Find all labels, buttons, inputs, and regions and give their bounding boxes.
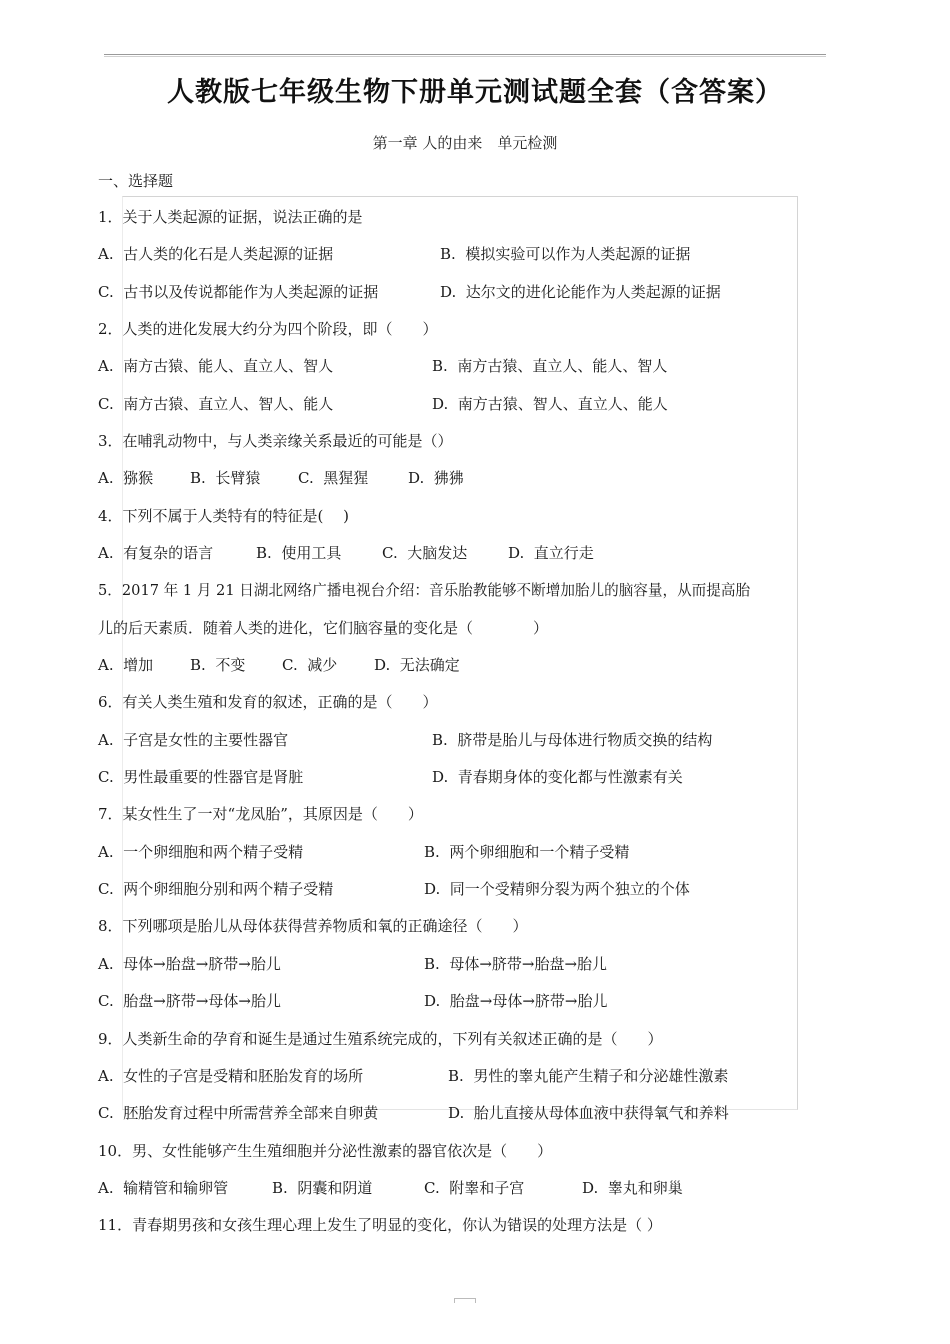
question-2-option-b: B. 南方古猿、直立人、能人、智人 bbox=[432, 357, 668, 375]
question-9-stem: 9．人类新生命的孕育和诞生是通过生殖系统完成的，下列有关叙述正确的是（ ） bbox=[98, 1030, 663, 1048]
question-4-option-b: B. 使用工具 bbox=[256, 544, 342, 562]
question-2-option-d: D. 南方古猿、智人、直立人、能人 bbox=[432, 395, 668, 413]
question-10-option-b: B. 阴囊和阴道 bbox=[272, 1179, 373, 1197]
question-2-option-c: C. 南方古猿、直立人、智人、能人 bbox=[98, 395, 334, 413]
question-4-option-d: D. 直立行走 bbox=[508, 544, 594, 562]
question-5-stem-continued: 儿的后天素质．随着人类的进化，它们脑容量的变化是（ ） bbox=[98, 619, 549, 637]
page-footer-mark bbox=[454, 1298, 476, 1303]
question-8-stem: 8．下列哪项是胎儿从母体获得营养物质和氧的正确途径（ ） bbox=[98, 917, 528, 935]
question-3-option-d: D. 狒狒 bbox=[408, 469, 464, 487]
question-9-option-c: C. 胚胎发育过程中所需营养全部来自卵黄 bbox=[98, 1104, 379, 1122]
question-6-option-a: A. 子宫是女性的主要性器官 bbox=[98, 731, 289, 749]
question-6-option-d: D. 青春期身体的变化都与性激素有关 bbox=[432, 768, 683, 786]
question-8-option-c: C. 胎盘→脐带→母体→胎儿 bbox=[98, 992, 281, 1010]
question-7-option-d: D. 同一个受精卵分裂为两个独立的个体 bbox=[424, 880, 690, 898]
question-1-option-c: C. 古书以及传说都能作为人类起源的证据 bbox=[98, 283, 379, 301]
question-1-stem: 1．关于人类起源的证据，说法正确的是 bbox=[98, 208, 363, 226]
question-3-option-a: A. 猕猴 bbox=[98, 469, 154, 487]
question-3-option-c: C. 黑猩猩 bbox=[298, 469, 369, 487]
question-5-option-a: A. 增加 bbox=[98, 656, 154, 674]
question-4-stem: 4．下列不属于人类特有的特征是( ) bbox=[98, 507, 350, 525]
question-11-stem: 11．青春期男孩和女孩生理心理上发生了明显的变化，你认为错误的处理方法是（ ） bbox=[98, 1216, 662, 1234]
document-title: 人教版七年级生物下册单元测试题全套（含答案） bbox=[167, 77, 783, 108]
question-10-option-c: C. 附睾和子宫 bbox=[424, 1179, 525, 1197]
section-label: 一、选择题 bbox=[98, 172, 174, 190]
question-10-stem: 10．男、女性能够产生生殖细胞并分泌性激素的器官依次是（ ） bbox=[98, 1142, 553, 1160]
question-4-option-c: C. 大脑发达 bbox=[382, 544, 468, 562]
question-8-option-d: D. 胎盘→母体→脐带→胎儿 bbox=[424, 992, 608, 1010]
question-5-option-d: D. 无法确定 bbox=[374, 656, 460, 674]
question-7-option-c: C. 两个卵细胞分别和两个精子受精 bbox=[98, 880, 334, 898]
question-10-option-d: D. 睾丸和卵巢 bbox=[582, 1179, 683, 1197]
question-3-stem: 3．在哺乳动物中，与人类亲缘关系最近的可能是（） bbox=[98, 432, 453, 450]
question-1-option-b: B. 模拟实验可以作为人类起源的证据 bbox=[440, 245, 691, 263]
top-rule bbox=[104, 54, 826, 57]
question-5-option-b: B. 不变 bbox=[190, 656, 246, 674]
question-2-option-a: A. 南方古猿、能人、直立人、智人 bbox=[98, 357, 334, 375]
question-2-stem: 2．人类的进化发展大约分为四个阶段，即（ ） bbox=[98, 320, 438, 338]
question-4-option-a: A. 有复杂的语言 bbox=[98, 544, 214, 562]
chapter-title: 第一章 人的由来 单元检测 bbox=[372, 134, 558, 152]
question-6-option-c: C. 男性最重要的性器官是肾脏 bbox=[98, 768, 304, 786]
question-1-option-d: D. 达尔文的进化论能作为人类起源的证据 bbox=[440, 283, 721, 301]
question-9-option-b: B. 男性的睾丸能产生精子和分泌雄性激素 bbox=[448, 1067, 729, 1085]
question-10-option-a: A. 输精管和输卵管 bbox=[98, 1179, 229, 1197]
question-9-option-d: D. 胎儿直接从母体血液中获得氧气和养料 bbox=[448, 1104, 729, 1122]
question-6-option-b: B. 脐带是胎儿与母体进行物质交换的结构 bbox=[432, 731, 713, 749]
question-6-stem: 6．有关人类生殖和发育的叙述，正确的是（ ） bbox=[98, 693, 438, 711]
question-7-option-a: A. 一个卵细胞和两个精子受精 bbox=[98, 843, 304, 861]
question-3-option-b: B. 长臂猿 bbox=[190, 469, 261, 487]
question-8-option-b: B. 母体→脐带→胎盘→胎儿 bbox=[424, 955, 608, 973]
question-8-option-a: A. 母体→胎盘→脐带→胎儿 bbox=[98, 955, 281, 973]
question-5-stem: 5．2017 年 1 月 21 日湖北网络广播电视台介绍：音乐胎教能够不断增加胎儿的脑容量，从而提高胎 bbox=[98, 582, 751, 599]
question-5-option-c: C. 减少 bbox=[282, 656, 338, 674]
question-7-option-b: B. 两个卵细胞和一个精子受精 bbox=[424, 843, 630, 861]
question-7-stem: 7．某女性生了一对“龙凤胎”，其原因是（ ） bbox=[98, 805, 423, 823]
question-1-option-a: A. 古人类的化石是人类起源的证据 bbox=[98, 245, 334, 263]
question-9-option-a: A. 女性的子宫是受精和胚胎发育的场所 bbox=[98, 1067, 364, 1085]
